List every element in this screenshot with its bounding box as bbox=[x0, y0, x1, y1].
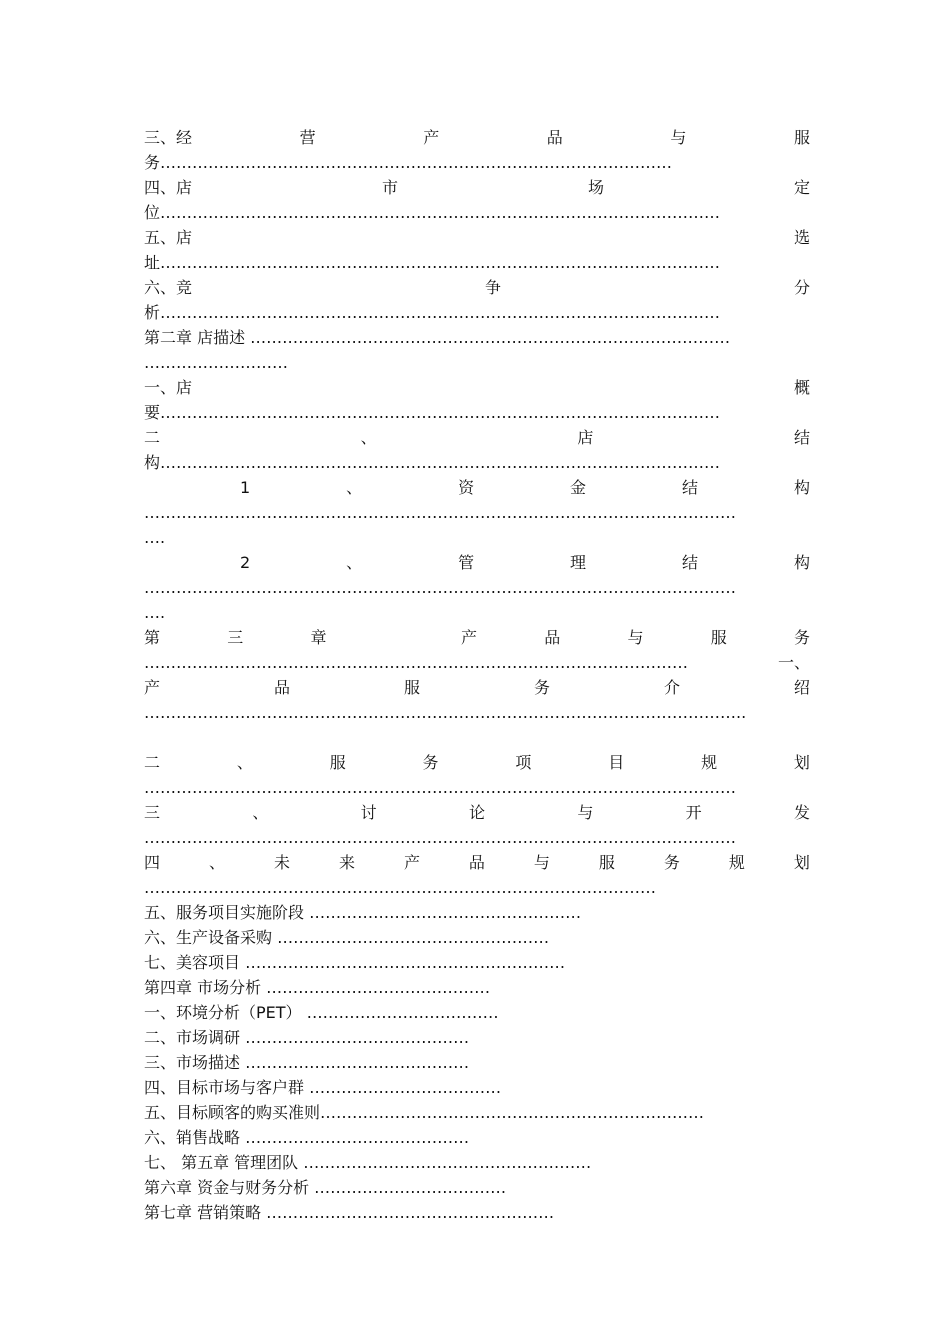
toc-text: 划 bbox=[793, 753, 810, 772]
toc-entry-sales-strategy: 六、销售战略 …………………………………… bbox=[144, 1128, 470, 1147]
toc-text: 、 bbox=[360, 428, 377, 447]
toc-entry-equipment: 六、生产设备采购 …………………………………………… bbox=[144, 928, 550, 947]
toc-text: 服 bbox=[598, 853, 615, 872]
toc-entry-implementation: 五、服务项目实施阶段 …………………………………………… bbox=[144, 903, 582, 922]
toc-text: 一、 bbox=[777, 653, 810, 672]
toc-text: 产 bbox=[144, 678, 161, 697]
toc-text: 定 bbox=[793, 178, 810, 197]
toc-text: 划 bbox=[793, 853, 810, 872]
toc-text: 结 bbox=[682, 478, 699, 497]
toc-chapter-4: 第四章 市场分析 …………………………………… bbox=[144, 978, 491, 997]
toc-text: 1 bbox=[239, 478, 251, 497]
toc-text: 、 bbox=[236, 753, 253, 772]
toc-text: 资 bbox=[458, 478, 475, 497]
toc-text: 与 bbox=[627, 628, 644, 647]
toc-text: 场 bbox=[587, 178, 604, 197]
toc-entry-site-selection-line2: 址…………………………………………………………………………………………… bbox=[144, 253, 720, 272]
toc-entry-beauty: 七、美容项目 …………………………………………………… bbox=[144, 953, 566, 972]
toc-entry-capital-structure-line1 bbox=[144, 476, 810, 500]
toc-text: 、 bbox=[252, 803, 269, 822]
toc-text: 与 bbox=[670, 128, 687, 147]
toc-text: 、 bbox=[208, 853, 225, 872]
toc-entry-overview-line1 bbox=[144, 376, 810, 400]
toc-entry-management-structure-line3: …. bbox=[144, 603, 166, 622]
toc-text: 店 bbox=[577, 428, 594, 447]
toc-entry-overview-line2: 要…………………………………………………………………………………………… bbox=[144, 403, 720, 422]
toc-text: 品 bbox=[273, 678, 290, 697]
toc-text: 选 bbox=[793, 228, 810, 247]
toc-text: 服 bbox=[403, 678, 420, 697]
toc-text: 一、店 bbox=[144, 378, 193, 397]
toc-text: 分 bbox=[793, 278, 810, 297]
toc-entry-management-structure-line2: ………………………………………………………………………………………………… bbox=[144, 578, 736, 597]
toc-text: 章 bbox=[310, 628, 327, 647]
toc-text: 务 bbox=[793, 628, 810, 647]
toc-entry-target-market: 四、目标市场与客户群 ……………………………… bbox=[144, 1078, 502, 1097]
toc-text: 、 bbox=[346, 553, 363, 572]
toc-entry-research: 二、市场调研 …………………………………… bbox=[144, 1028, 470, 1047]
toc-entry-site-selection-line1 bbox=[144, 226, 810, 250]
toc-text: 来 bbox=[338, 853, 355, 872]
toc-chapter-3-line2 bbox=[144, 651, 810, 675]
toc-entry-discussion-line1 bbox=[144, 801, 810, 825]
toc-chapter-3-line1 bbox=[144, 626, 810, 650]
toc-text: 四、店 bbox=[144, 178, 193, 197]
toc-text: 金 bbox=[570, 478, 587, 497]
toc-text: 项 bbox=[515, 753, 532, 772]
toc-text: 概 bbox=[793, 378, 810, 397]
toc-text: 规 bbox=[728, 853, 745, 872]
toc-entry-competition-line2: 析…………………………………………………………………………………………… bbox=[144, 303, 720, 322]
toc-entry-buying-criteria: 五、目标顾客的购买准则……………………………………………………………… bbox=[144, 1103, 705, 1122]
toc-text: 务 bbox=[663, 853, 680, 872]
toc-text: 介 bbox=[663, 678, 680, 697]
toc-entry-product-intro-line1 bbox=[144, 676, 810, 700]
toc-text: 产 bbox=[403, 853, 420, 872]
toc-entry-service-planning-line2: ………………………………………………………………………………………………… bbox=[144, 778, 736, 797]
toc-text: 务 bbox=[533, 678, 550, 697]
toc-chapter-6: 第六章 资金与财务分析 ……………………………… bbox=[144, 1178, 507, 1197]
toc-chapter-5: 七、 第五章 管理团队 ……………………………………………… bbox=[144, 1153, 592, 1172]
toc-text: 管 bbox=[458, 553, 475, 572]
toc-entry-future-planning-line2: …………………………………………………………………………………… bbox=[144, 878, 656, 897]
toc-text: 未 bbox=[273, 853, 290, 872]
toc-chapter-2-line1: 第二章 店描述 ……………………………………………………………………………… bbox=[144, 328, 731, 347]
toc-entry-operating-products-line2: 务…………………………………………………………………………………… bbox=[144, 153, 672, 172]
toc-text: 开 bbox=[685, 803, 702, 822]
toc-entry-environment: 一、环境分析（PET） ……………………………… bbox=[144, 1003, 499, 1022]
toc-text: 三 bbox=[227, 628, 244, 647]
toc-text: 2 bbox=[239, 553, 251, 572]
toc-text: 市 bbox=[381, 178, 398, 197]
toc-text: 服 bbox=[710, 628, 727, 647]
toc-text: 品 bbox=[544, 628, 561, 647]
toc-entry-structure-line2: 构…………………………………………………………………………………………… bbox=[144, 453, 720, 472]
toc-text: 二 bbox=[144, 428, 161, 447]
toc-text: 产 bbox=[423, 128, 440, 147]
toc-entry-market-description: 三、市场描述 …………………………………… bbox=[144, 1053, 470, 1072]
toc-text: 论 bbox=[468, 803, 485, 822]
toc-text: 服 bbox=[793, 128, 810, 147]
toc-text: 六、竞 bbox=[144, 278, 193, 297]
toc-entry-operating-products-line1 bbox=[144, 126, 810, 150]
toc-text: 三 bbox=[144, 803, 161, 822]
toc-text: 争 bbox=[484, 278, 501, 297]
toc-text: 与 bbox=[577, 803, 594, 822]
toc-text: 与 bbox=[533, 853, 550, 872]
toc-entry-service-planning-line1 bbox=[144, 751, 810, 775]
toc-text: 目 bbox=[608, 753, 625, 772]
toc-text: 产 bbox=[460, 628, 477, 647]
toc-dots: ………………………………………………………………………………………… bbox=[144, 653, 688, 672]
toc-entry-competition-line1 bbox=[144, 276, 810, 300]
toc-text: 第 bbox=[144, 628, 161, 647]
toc-text: 理 bbox=[570, 553, 587, 572]
toc-chapter-2-line2: ……………………… bbox=[144, 353, 288, 372]
toc-text: 服 bbox=[329, 753, 346, 772]
toc-text: 三、经 bbox=[144, 128, 193, 147]
toc-text: 绍 bbox=[793, 678, 810, 697]
toc-entry-capital-structure-line3: …. bbox=[144, 528, 166, 547]
toc-text: 二 bbox=[144, 753, 161, 772]
toc-text: 四 bbox=[144, 853, 161, 872]
toc-text: 营 bbox=[299, 128, 316, 147]
toc-entry-market-position-line1 bbox=[144, 176, 810, 200]
toc-entry-management-structure-line1 bbox=[144, 551, 810, 575]
toc-text: 发 bbox=[793, 803, 810, 822]
toc-text: 结 bbox=[793, 428, 810, 447]
toc-text: 讨 bbox=[360, 803, 377, 822]
toc-text: 五、店 bbox=[144, 228, 193, 247]
toc-text: 构 bbox=[793, 553, 810, 572]
toc-entry-capital-structure-line2: ………………………………………………………………………………………………… bbox=[144, 503, 736, 522]
toc-text: 品 bbox=[468, 853, 485, 872]
toc-entry-product-intro-line2: ………………………………………………………………………………………………….. bbox=[144, 703, 747, 722]
toc-entry-future-planning-line1 bbox=[144, 851, 810, 875]
toc-text: 、 bbox=[346, 478, 363, 497]
toc-entry-market-position-line2: 位…………………………………………………………………………………………… bbox=[144, 203, 720, 222]
toc-entry-structure-line1 bbox=[144, 426, 810, 450]
toc-text: 品 bbox=[546, 128, 563, 147]
toc-entry-discussion-line2: ………………………………………………………………………………………………… bbox=[144, 828, 736, 847]
toc-chapter-7: 第七章 营销策略 ……………………………………………… bbox=[144, 1203, 555, 1222]
toc-text: 构 bbox=[793, 478, 810, 497]
toc-text: 务 bbox=[422, 753, 439, 772]
toc-text: 结 bbox=[682, 553, 699, 572]
toc-text: 规 bbox=[701, 753, 718, 772]
